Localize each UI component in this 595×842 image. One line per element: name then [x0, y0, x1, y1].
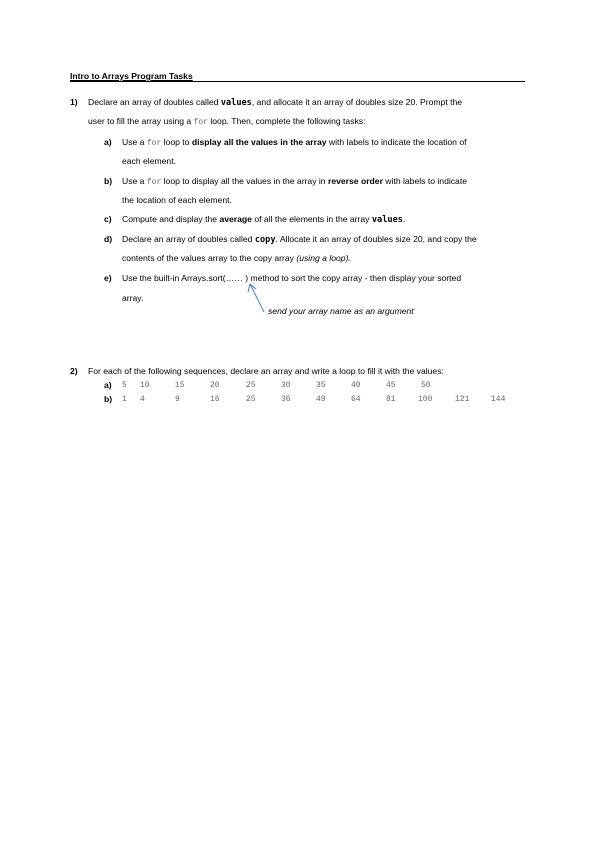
q1-text: , and allocate it an array of doubles size 20. Prompt the	[251, 97, 463, 107]
sequence-b-value: 25	[246, 395, 256, 404]
question-1-line-2	[88, 116, 365, 127]
item-e-line-1: Use the built-in Arrays.sort(…… ) method to sort the copy array - then display your sorted	[122, 273, 462, 283]
item-a-text: Use a	[122, 137, 147, 147]
item-d-text: . Allocate it an array of doubles size 20, and copy the	[275, 234, 477, 244]
q1-text: user to fill the array using a	[88, 116, 194, 126]
sequence-a-value: 40	[351, 381, 361, 390]
sequence-a-value: 50	[421, 381, 431, 390]
item-b-bold: reverse order	[327, 176, 383, 186]
sequence-b-value: 36	[281, 395, 291, 404]
annotation-arrow-icon	[240, 278, 270, 318]
item-b-text: loop to display all the values in the array in	[161, 176, 328, 186]
sequence-b-value: 100	[418, 395, 433, 404]
item-e-line-2: array.	[122, 293, 144, 303]
q1-text: Declare an array of doubles called	[88, 97, 221, 107]
item-c-bold: average	[219, 214, 252, 224]
item-c-text: Compute and display the	[122, 214, 220, 224]
item-d-text: Declare an array of doubles called	[122, 234, 255, 244]
sequence-b-label: b)	[104, 394, 113, 404]
item-b-line-1	[122, 176, 467, 187]
item-a-bold: display all the values in the array	[191, 137, 327, 147]
sequence-a-value: 10	[140, 381, 150, 390]
item-c-line-1	[122, 214, 405, 225]
sequence-b-value: 4	[140, 395, 145, 404]
item-b-label: b)	[104, 176, 113, 186]
sequence-b-value: 121	[455, 395, 470, 404]
item-d-italic: (using a loop).	[296, 253, 351, 263]
item-b-text: Use a	[122, 176, 147, 186]
item-c-code: values	[371, 215, 403, 225]
sequence-a-label: a)	[104, 380, 112, 390]
page-title: Intro to Arrays Program Tasks	[70, 71, 525, 82]
sequence-a-value: 45	[386, 381, 396, 390]
q1-code-values: values	[220, 98, 252, 108]
item-a-code: for	[146, 139, 162, 148]
item-e-label: e)	[104, 273, 112, 283]
q1-code-for: for	[193, 118, 208, 127]
item-d-line-2	[122, 253, 351, 263]
item-c-label: c)	[104, 214, 112, 224]
sequence-b-value: 49	[316, 395, 326, 404]
question-1-number: 1)	[70, 97, 78, 107]
sequence-a-value: 25	[246, 381, 256, 390]
sequence-b-value: 1	[122, 395, 127, 404]
sequence-a-value: 35	[316, 381, 326, 390]
sequence-b-value: 16	[210, 395, 220, 404]
item-a-line-1	[122, 137, 467, 148]
question-1-line-1	[88, 97, 462, 108]
item-d-line-1	[122, 234, 477, 245]
sequence-a-value: 30	[281, 381, 291, 390]
sequence-b-value: 81	[386, 395, 396, 404]
item-a-text: loop to	[161, 137, 192, 147]
item-b-line-2: the location of each element.	[122, 195, 232, 205]
q1-text: loop. Then, complete the following tasks:	[207, 116, 366, 126]
item-d-code: copy	[254, 235, 276, 245]
item-d-text: contents of the values array to the copy array	[122, 253, 297, 263]
question-2-number: 2)	[70, 366, 78, 376]
item-d-label: d)	[104, 234, 113, 244]
annotation-note: send your array name as an argument	[268, 306, 414, 316]
question-2-text: For each of the following sequences, declare an array and write a loop to fill it with the values:	[88, 366, 444, 376]
item-b-text: with labels to indicate	[382, 176, 467, 186]
item-b-code: for	[146, 178, 162, 187]
item-c-text: .	[402, 214, 406, 224]
item-a-label: a)	[104, 137, 112, 147]
sequence-a-value: 15	[175, 381, 185, 390]
sequence-a-value: 5	[122, 381, 127, 390]
item-a-text: with labels to indicate the location of	[326, 137, 467, 147]
sequence-a-value: 20	[210, 381, 220, 390]
sequence-b-value: 144	[491, 395, 506, 404]
sequence-b-value: 64	[351, 395, 361, 404]
item-c-text: of all the elements in the array	[251, 214, 372, 224]
sequence-b-value: 9	[175, 395, 180, 404]
item-a-line-2: each element.	[122, 156, 176, 166]
